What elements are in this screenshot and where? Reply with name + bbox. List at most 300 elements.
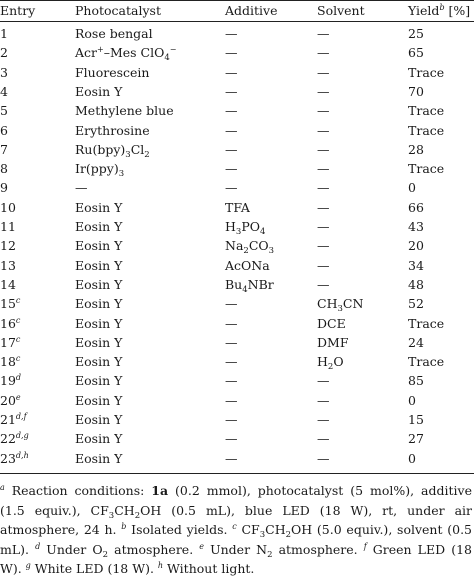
cell-solvent [317, 198, 330, 217]
solvent-part: — [317, 141, 330, 157]
cell-yield: Trace [408, 122, 445, 138]
cell-solvent [317, 314, 346, 333]
cell-solvent [317, 178, 330, 197]
solvent-part: O [333, 354, 344, 370]
solvent-part: — [317, 219, 330, 234]
entry-number: 12 [0, 238, 16, 254]
footnote-a-sub1: 3 [108, 510, 115, 521]
cell-yield: Trace [408, 64, 445, 80]
table-row [0, 429, 474, 448]
photocatalyst-part: Eosin Y [75, 392, 123, 408]
cell-entry [0, 217, 16, 236]
header-additive: Additive [225, 3, 278, 18]
photocatalyst-part: 2 [144, 149, 150, 160]
cell-additive [225, 371, 238, 390]
photocatalyst-part: Eosin Y [75, 219, 123, 234]
entry-footnote-mark: c [15, 354, 21, 364]
table-row [0, 294, 474, 313]
cell-additive [225, 391, 238, 410]
footnote-c-sub1: 3 [259, 530, 266, 540]
solvent-part: CH [317, 296, 338, 312]
cell-yield: 70 [408, 83, 424, 99]
entry-number: 22 [0, 431, 16, 447]
cell-solvent [317, 275, 330, 294]
cell-photocatalyst [75, 391, 122, 410]
footnote-a-text3: CH [114, 502, 135, 518]
photocatalyst-part: Eosin Y [75, 334, 123, 350]
cell-solvent [317, 410, 330, 429]
cell-additive [225, 449, 238, 468]
cell-yield: Trace [408, 315, 445, 331]
additive-part: — [225, 122, 238, 138]
additive-part: 2 [243, 246, 249, 257]
footnote-h-text: Without light. [163, 561, 255, 576]
cell-yield: 43 [408, 219, 424, 234]
cell-solvent [317, 63, 330, 82]
photocatalyst-part: − [169, 45, 177, 55]
entry-footnote-mark: d [15, 373, 22, 383]
entry-number: 4 [0, 83, 8, 99]
cell-entry [0, 198, 16, 217]
header-yield [408, 2, 470, 19]
cell-photocatalyst [75, 63, 149, 82]
entry-number: 11 [0, 219, 16, 234]
entry-number: 3 [0, 64, 8, 80]
cell-additive [225, 236, 274, 255]
additive-part: — [225, 161, 238, 177]
cell-yield: 0 [408, 450, 416, 466]
cell-solvent [317, 121, 330, 140]
footnote-e-sub: 2 [267, 549, 273, 560]
footnote-e-text1: Under N [204, 541, 268, 557]
photocatalyst-part: Eosin Y [75, 354, 123, 370]
cell-photocatalyst [75, 140, 150, 159]
cell-yield: Trace [408, 354, 445, 370]
solvent-part: — [317, 199, 330, 215]
entry-number: 15 [0, 296, 16, 312]
footnote-a-sub2: 2 [134, 510, 141, 521]
additive-part: — [225, 315, 238, 331]
footnote-g-text: White LED (18 W). [30, 561, 158, 576]
cell-entry [0, 63, 8, 82]
top-rule [0, 0, 474, 1]
cell-additive [225, 275, 274, 294]
entry-footnote-mark: d,g [15, 431, 29, 441]
cell-additive [225, 43, 238, 62]
additive-part: — [225, 103, 238, 119]
cell-entry [0, 352, 20, 371]
additive-part: Bu [225, 276, 243, 292]
cell-photocatalyst [75, 178, 88, 197]
entry-number: 10 [0, 199, 16, 215]
entry-footnote-mark: e [15, 392, 21, 402]
cell-additive [225, 294, 238, 313]
table-footnotes [0, 481, 472, 579]
entry-number: 6 [0, 122, 8, 138]
cell-photocatalyst [75, 275, 122, 294]
additive-part: — [225, 141, 238, 157]
cell-solvent [317, 24, 330, 43]
cell-photocatalyst [75, 121, 150, 140]
footnote-mark-g: g [25, 561, 31, 570]
solvent-part: — [317, 180, 330, 196]
solvent-part: — [317, 238, 330, 254]
header-yield-label: Yield [408, 3, 440, 18]
photocatalyst-part: Eosin Y [75, 296, 123, 312]
solvent-part: — [317, 103, 330, 119]
footnote-b-text: Isolated yields. [126, 522, 233, 537]
additive-part: PO [241, 219, 260, 234]
footnote-mark-a: a [0, 483, 5, 492]
cell-yield: 52 [408, 296, 424, 312]
footnote-c-text2: CH [265, 522, 286, 537]
photocatalyst-part: 3 [125, 149, 131, 160]
cell-additive [225, 140, 238, 159]
cell-photocatalyst [75, 352, 122, 371]
cell-entry [0, 82, 8, 101]
cell-additive [225, 410, 238, 429]
cell-photocatalyst [75, 217, 122, 236]
additive-part: TFA [225, 199, 250, 215]
additive-part: — [225, 296, 238, 312]
photocatalyst-part: 3 [118, 169, 125, 180]
cell-solvent [317, 352, 344, 371]
cell-photocatalyst [75, 314, 122, 333]
cell-entry [0, 178, 8, 197]
footnote-mark-f: f [363, 541, 367, 551]
additive-part: — [225, 450, 238, 466]
cell-solvent [317, 236, 330, 255]
additive-part: — [225, 431, 238, 447]
cell-entry [0, 294, 20, 313]
table-row [0, 121, 474, 140]
cell-solvent [317, 256, 330, 275]
photocatalyst-part: + [97, 45, 104, 55]
additive-part: NBr [247, 276, 274, 292]
entry-footnote-mark: d,h [15, 450, 29, 460]
additive-part: — [225, 392, 238, 408]
entry-number: 23 [0, 450, 16, 466]
cell-photocatalyst [75, 43, 177, 62]
cell-photocatalyst [75, 410, 122, 429]
footnote-e-text2: atmosphere. [272, 541, 364, 557]
entry-number: 1 [0, 26, 8, 41]
footnote-f-text: Green LED (18 W). [0, 541, 472, 576]
additive-part: 4 [242, 284, 248, 295]
cell-entry [0, 159, 8, 178]
header-solvent: Solvent [317, 3, 365, 18]
cell-solvent [317, 391, 330, 410]
additive-part: — [225, 334, 238, 350]
header-entry: Entry [0, 3, 36, 18]
cell-photocatalyst [75, 429, 122, 448]
cell-solvent [317, 429, 330, 448]
cell-entry [0, 391, 21, 410]
cell-yield: 20 [408, 238, 424, 254]
cell-photocatalyst [75, 24, 153, 43]
solvent-part: — [317, 257, 330, 273]
table-row [0, 198, 474, 217]
additive-part: — [225, 412, 238, 427]
entry-number: 9 [0, 180, 8, 196]
additive-part: — [225, 45, 238, 61]
solvent-part: — [317, 431, 330, 447]
photocatalyst-part: 4 [164, 53, 170, 64]
cell-yield: 48 [408, 276, 424, 292]
cell-photocatalyst [75, 449, 122, 468]
solvent-part: H [317, 354, 328, 370]
table-row [0, 24, 474, 43]
cell-entry [0, 314, 20, 333]
photocatalyst-part: Eosin Y [75, 315, 123, 331]
cell-yield: 65 [408, 45, 424, 61]
table-row [0, 314, 474, 333]
cell-solvent [317, 371, 330, 390]
cell-entry [0, 333, 20, 352]
additive-part: AcONa [225, 257, 270, 273]
cell-photocatalyst [75, 82, 122, 101]
cell-yield: 27 [408, 431, 424, 447]
table-row [0, 43, 474, 62]
photocatalyst-part: Eosin Y [75, 238, 123, 254]
additive-part: H [225, 219, 236, 234]
photocatalyst-part: Methylene blue [75, 103, 174, 119]
entry-number: 2 [0, 45, 8, 61]
cell-entry [0, 371, 21, 390]
entry-number: 19 [0, 373, 16, 389]
header-photocatalyst: Photocatalyst [75, 3, 161, 18]
cell-yield: Trace [408, 161, 445, 177]
footnote-a-text1: Reaction conditions: [4, 483, 152, 498]
cell-solvent [317, 217, 330, 236]
cell-yield: 66 [408, 199, 424, 215]
solvent-part: — [317, 412, 330, 427]
cell-yield: 0 [408, 392, 416, 408]
solvent-part: 3 [337, 304, 343, 315]
cell-additive [225, 121, 238, 140]
entry-number: 5 [0, 103, 8, 119]
table-row [0, 82, 474, 101]
table-row [0, 371, 474, 390]
footnote-mark-e: e [199, 541, 204, 551]
cell-solvent [317, 101, 330, 120]
cell-solvent [317, 140, 330, 159]
cell-photocatalyst [75, 294, 122, 313]
cell-solvent [317, 333, 349, 352]
entry-number: 21 [0, 412, 16, 427]
table-row [0, 63, 474, 82]
cell-additive [225, 429, 238, 448]
additive-part: CO [248, 238, 269, 254]
additive-part: — [225, 64, 238, 80]
bottom-rule [0, 473, 474, 474]
entry-footnote-mark: c [15, 296, 21, 306]
photocatalyst-part: Eosin Y [75, 276, 123, 292]
photocatalyst-part: Eosin Y [75, 431, 123, 447]
photocatalyst-part: — [75, 180, 88, 196]
cell-yield: 15 [408, 412, 424, 427]
photocatalyst-part: Erythrosine [75, 122, 150, 138]
cell-entry [0, 236, 16, 255]
cell-entry [0, 449, 29, 468]
footnote-c-text3: OH (5.0 equiv.), solvent (0.5 mL). [0, 522, 473, 557]
footnote-a-text4: OH (0.5 mL), blue LED (18 W), rt, under air atmosphere, 24 h. [0, 502, 473, 537]
solvent-part: — [317, 83, 330, 99]
photocatalyst-part: Ir(ppy) [75, 161, 119, 177]
solvent-part: — [317, 122, 330, 138]
table-row [0, 391, 474, 410]
additive-part: 4 [260, 227, 266, 237]
table-row [0, 333, 474, 352]
compound-1a: 1a [151, 483, 169, 498]
cell-photocatalyst [75, 198, 122, 217]
photocatalyst-part: Eosin Y [75, 83, 123, 99]
cell-additive [225, 256, 270, 275]
cell-yield: Trace [408, 103, 445, 119]
footnote-d-text2: atmosphere. [108, 541, 200, 557]
photocatalyst-part: Ru(bpy) [75, 141, 126, 157]
table-row [0, 449, 474, 468]
photocatalyst-part: Eosin Y [75, 257, 123, 273]
cell-photocatalyst [75, 256, 122, 275]
cell-yield: 24 [408, 334, 424, 350]
entry-number: 17 [0, 334, 16, 350]
cell-entry [0, 256, 16, 275]
header-yield-footnote-mark: b [439, 3, 445, 12]
cell-entry [0, 275, 16, 294]
footnote-mark-c: c [232, 522, 237, 531]
entry-number: 20 [0, 392, 16, 408]
solvent-part: DMF [317, 334, 349, 350]
table-row [0, 352, 474, 371]
cell-yield: 34 [408, 257, 424, 273]
cell-entry [0, 24, 8, 43]
header-rule [0, 21, 474, 22]
additive-part: — [225, 373, 238, 389]
cell-additive [225, 101, 238, 120]
entry-number: 16 [0, 315, 16, 331]
cell-additive [225, 63, 238, 82]
cell-photocatalyst [75, 236, 122, 255]
cell-additive [225, 198, 250, 217]
cell-additive [225, 159, 238, 178]
cell-photocatalyst [75, 371, 122, 390]
cell-photocatalyst [75, 159, 124, 178]
photocatalyst-part: Acr [75, 45, 98, 61]
entry-footnote-mark: c [15, 315, 21, 325]
cell-yield: 25 [408, 26, 424, 41]
photocatalyst-part: –Mes ClO [103, 45, 165, 61]
solvent-part: — [317, 64, 330, 80]
table-row [0, 140, 474, 159]
photocatalyst-part: Eosin Y [75, 373, 123, 389]
solvent-part: — [317, 26, 330, 41]
table-row [0, 178, 474, 197]
entry-number: 7 [0, 141, 8, 157]
cell-solvent [317, 159, 330, 178]
solvent-part: — [317, 450, 330, 466]
additive-part: Na [225, 238, 244, 254]
table-row [0, 236, 474, 255]
photocatalyst-part: Rose bengal [75, 26, 153, 41]
photocatalyst-part: Eosin Y [75, 199, 123, 215]
cell-entry [0, 121, 8, 140]
table-row [0, 217, 474, 236]
additive-part: — [225, 354, 238, 370]
solvent-part: — [317, 161, 330, 177]
cell-photocatalyst [75, 101, 174, 120]
cell-additive [225, 82, 238, 101]
cell-entry [0, 410, 27, 429]
solvent-part: — [317, 392, 330, 408]
cell-solvent [317, 449, 330, 468]
photocatalyst-part: Eosin Y [75, 412, 123, 427]
cell-additive [225, 333, 238, 352]
cell-photocatalyst [75, 333, 122, 352]
entry-number: 8 [0, 161, 8, 177]
footnote-mark-d: d [35, 541, 41, 551]
footnote-a-text2: (0.2 mmol), photocatalyst (5 mol%), additive (1.5 equiv.), CF [0, 483, 472, 518]
photocatalyst-part: Fluorescein [75, 64, 150, 80]
additive-part: — [225, 83, 238, 99]
additive-part: 3 [235, 227, 242, 237]
additive-part: 3 [268, 246, 275, 257]
cell-entry [0, 43, 8, 62]
photocatalyst-part: Eosin Y [75, 450, 123, 466]
cell-entry [0, 140, 8, 159]
cell-solvent [317, 294, 363, 313]
footnote-c-text1: CF [236, 522, 260, 537]
additive-part: — [225, 180, 238, 196]
cell-yield: 28 [408, 141, 424, 157]
footnote-c-sub2: 2 [285, 530, 292, 540]
table-row [0, 159, 474, 178]
cell-yield: 85 [408, 373, 424, 389]
cell-entry [0, 101, 8, 120]
cell-yield: 0 [408, 180, 416, 196]
entry-footnote-mark: d,f [15, 412, 27, 421]
table-row [0, 275, 474, 294]
solvent-part: — [317, 373, 330, 389]
solvent-part: 2 [327, 362, 334, 373]
solvent-part: — [317, 276, 330, 292]
cell-additive [225, 24, 238, 43]
cell-solvent [317, 43, 330, 62]
photocatalyst-part: Cl [130, 141, 145, 157]
cell-additive [225, 178, 238, 197]
footnote-mark-b: b [121, 522, 127, 531]
solvent-part: CN [342, 296, 364, 312]
solvent-part: — [317, 45, 330, 61]
footnote-d-sub: 2 [102, 549, 109, 560]
additive-part: — [225, 26, 238, 41]
cell-additive [225, 217, 265, 236]
table-row [0, 410, 474, 429]
table-row [0, 256, 474, 275]
footnote-mark-h: h [157, 561, 164, 570]
cell-solvent [317, 82, 330, 101]
cell-additive [225, 314, 238, 333]
cell-entry [0, 429, 29, 448]
table-row [0, 101, 474, 120]
entry-number: 13 [0, 257, 16, 273]
footnote-d-text1: Under O [40, 541, 103, 557]
solvent-part: DCE [317, 315, 346, 331]
header-yield-unit: [%] [444, 3, 471, 18]
cell-additive [225, 352, 238, 371]
entry-footnote-mark: c [15, 334, 21, 344]
entry-number: 14 [0, 276, 16, 292]
